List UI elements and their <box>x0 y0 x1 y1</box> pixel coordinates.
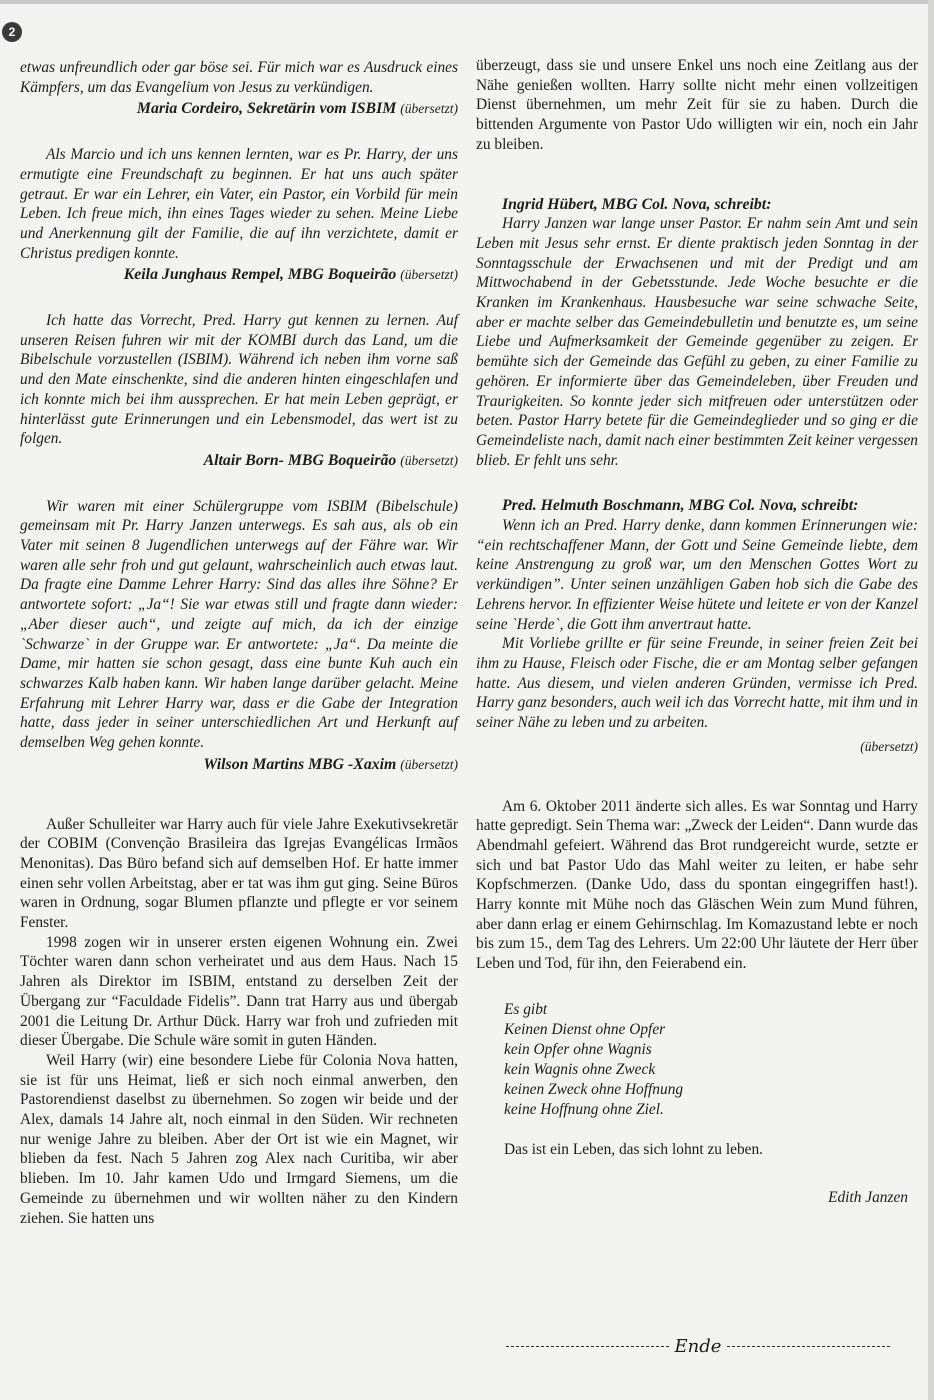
paragraph: Harry Janzen war lange unser Pastor. Er nahm sein Amt und sein Leben mit Jesus sehr ernst. Er diente praktisch jeden Sonntag in der Sonntagsschule der Erwachsenen und mit der Predigt und am Mittwochabend in der Gebetsstunde. Jede Woche besuchte er die Kranken im Krankenhaus. Hausbesuche war seine schwache Seite, aber er machte selber das Gemeindebulletin und benutzte es, um seine Liebe und Aufmerksamkeit der Gemeinde gegenüber zu zeigen. Er bemühte sich der Gemeinde das Gefühl zu geben, zu einer Familie zu gehören. Er informierte über das Gemeindeleben, über Freuden und Traurigkeiten. So konnte jeder sich mitfreuen oder unterstützen oder beten. Pastor Harry betete für die Gemeindeglieder und so ging er die Gemeindeliste nach, damit nach einer bestimmten Zeit keiner vergessen blieb. Er fehlt uns sehr. <box>476 215 918 469</box>
poem-line: kein Opfer ohne Wagnis <box>504 1040 652 1058</box>
end-label: Ende <box>674 1335 722 1357</box>
translated-note: (übersetzt) <box>400 267 458 283</box>
translated-note: (übersetzt) <box>400 452 458 468</box>
signature-name: Maria Cordeiro, Sekretärin vom ISBIM <box>136 100 397 118</box>
signature <box>20 99 458 119</box>
divider <box>727 1346 890 1347</box>
poem-line: kein Wagnis ohne Zweck <box>504 1060 656 1078</box>
signature <box>20 265 458 285</box>
signature <box>20 755 458 775</box>
signature-name: Wilson Martins MBG -Xaxim <box>203 755 397 773</box>
left-column <box>20 58 458 1228</box>
divider <box>506 1346 669 1347</box>
translated-note: (übersetzt) <box>860 738 918 754</box>
translated-note: (übersetzt) <box>400 101 458 117</box>
paragraph: Wenn ich an Pred. Harry denke, dann kommen Erinnerungen wie: “ein rechtschaffener Mann, der Gott und Seine Gemeinde liebte, dem keine Anstrengung zu groß war, um den Menschen Gottes Wort zu verkündigen”. Unter seinen unzähligen Gaben hob sich die Gabe des Lehrens hervor. In effizienter Weise hütete und leitete er von der Kanzel seine `Herde`, die Gott ihm anvertraut hatte. <box>476 517 918 633</box>
page-edge <box>928 0 934 1400</box>
translated-note: (übersetzt) <box>400 756 458 772</box>
paragraph: Mit Vorliebe grillte er für seine Freunde, in seiner freien Zeit bei ihm zu Hause, Fleisch oder Fische, die er am Montag selber gefangen hatte. Aus diesem, und vielen anderen Gründen, vermisse ich Pred. Harry ganz besonders, auch weil ich das Vorrecht hatte, mit ihm und in seiner Nähe zu leben und zu arbeiten. <box>476 635 918 732</box>
paragraph: überzeugt, dass sie und unsere Enkel uns noch eine Zeitlang aus der Nähe genießen wollten. Harry sollte nicht mehr einen vollzeitigen Dienst übernehmen, um mehr Zeit für sie zu haben. Durch die bittenden Argumente von Pastor Udo willigten wir ein, noch ein Jahr zu bleiben. <box>476 57 918 153</box>
poem-line: keinen Zweck ohne Hoffnung <box>504 1080 684 1098</box>
author-name: Edith Janzen <box>828 1188 908 1206</box>
top-border <box>0 0 934 4</box>
paragraph: Als Marcio und ich uns kennen lernten, war es Pr. Harry, der uns ermutigte eine Freundschaft zu beginnen. Er hat uns auch später getraut. Er war ein Lehrer, ein Vater, ein Pastor, ein Vorbild für mein Leben. Ich freue mich, ihn eines Tages wieder zu sehen. Meine Liebe und Anerkennung gilt der Familie, die auf ihn verzichtete, damit er Christus predigen konnte. <box>20 146 458 262</box>
poem-line: Keinen Dienst ohne Opfer <box>504 1020 666 1038</box>
paragraph: Außer Schulleiter war Harry auch für viele Jahre Exekutivsekretär der COBIM (Convenção Brasileira das Igrejas Evangélicas Irmãos Menonitas). Das Büro befand sich auf demselben Hof. Er hatte immer einen sehr vollen Arbeitstag, aber er tat was ihm gut ging. Seine Büros waren in Ordnung, sogar Blumen pflanzte und pflegte er vor seinem Fenster. <box>20 815 458 932</box>
poem-line: Es gibt <box>504 1000 548 1018</box>
paragraph: 1998 zogen wir in unserer ersten eigenen Wohnung ein. Zwei Töchter waren dann schon verheiratet und aus dem Haus. Nach 15 Jahren als Direktor im ISBIM, entstand zu derselben Zeit der Übergang zur “Faculdade Fidelis”. Dann trat Harry aus und übergab 2001 die Leitung Dr. Arthur Dück. Harry war froh und zufrieden mit dieser Übergabe. Die Schule wäre somit in guten Händen. <box>20 933 458 1050</box>
signature-name: Altair Born- MBG Boqueirão <box>203 451 397 469</box>
section-heading: Pred. Helmuth Boschmann, MBG Col. Nova, schreibt: <box>502 497 859 515</box>
paragraph: Wir waren mit einer Schülergruppe vom ISBIM (Bibelschule) gemeinsam mit Pr. Harry Janzen unterwegs. Es sah aus, als ob ein Vater mit seinen 8 Jugendlichen unterwegs auf der Fähre war. Wir waren alle sehr froh und gut gelaunt, wahrscheinlich auch etwas laut. Da fragte eine Damme Lehrer Harry: Sind das alles ihre Söhne? Er antwortete sofort: „Ja“! Sie war etwas still und fragte dann wieder: „Aber dieser auch“, und zeigte auf mich, da ich der einzige `Schwarze` in der Gruppe war. Er antwortete: „Ja“. Da meinte die Dame, mir hatten sie schon gesagt, dass eine bunte Kuh auch ein schwarzes Kalb haben kann. Wir haben lange darüber gelacht. Meine Erfahrung mit Lehrer Harry war, dass er die Gabe der Integration hatte, dass jeder in seiner unterschiedlichen Art und Herkunft auf demselben Weg gehen konnte. <box>20 497 458 752</box>
paragraph: etwas unfreundlich oder gar böse sei. Für mich war es Ausdruck eines Kämpfers, um das Evangelium von Jesus zu verkündigen. <box>20 59 458 96</box>
page-number-badge: 2 <box>2 22 22 42</box>
section-heading: Ingrid Hübert, MBG Col. Nova, schreibt: <box>502 195 772 213</box>
paragraph: Am 6. Oktober 2011 änderte sich alles. Es war Sonntag und Harry hatte gepredigt. Sein Thema war: „Zweck der Leiden“. Dann wurde das Abendmahl gefeiert. Während das Brot rundgereicht wurde, setzte er sich und bat Pastor Udo das Mahl weiter zu leiten, er habe sehr Kopfschmerzen. (Danke Udo, dass du spontan eingegriffen hast!). Harry konnte mit Mühe noch das Gläschen Wein zum Mund führen, aber dann erlag er einem Gehirnschlag. Im Komazustand lebte er noch bis zum 15., dem Tag des Lehrers. Um 22:00 Uhr läutete der Herr über Leben und Tod, für ihn, den Feierabend ein. <box>476 797 918 973</box>
paragraph: Weil Harry (wir) eine besondere Liebe für Colonia Nova hatten, sie ist für uns Heimat, ließ er sich noch einmal anwerben, den Pastorendienst daselbst zu übernehmen. So zogen wir beide und der Alex, damals 14 Jahre alt, noch einmal in den Süden. Wir rechneten nur wenige Jahre zu bleiben. Aber der Ort ist wie ein Magnet, wir blieben da fest. Nach 5 Jahren zog Alex nach Curitiba, wir aber blieben. Im 10. Jahr kamen Udo und Irmgard Siemens, um die Gemeinde zu übernehmen und wir wollten näher zu den Kindern ziehen. Sie hatten uns <box>20 1051 458 1227</box>
signature-name: Keila Junghaus Rempel, MBG Boqueirão <box>123 266 397 284</box>
end-marker <box>506 1333 890 1359</box>
right-column <box>476 56 918 1207</box>
poem <box>504 1000 918 1120</box>
signature <box>20 451 458 471</box>
poem-line: keine Hoffnung ohne Ziel. <box>504 1100 664 1118</box>
paragraph: Ich hatte das Vorrecht, Pred. Harry gut kennen zu lernen. Auf unseren Reisen fuhren wir mit der KOMBI durch das Land, um die Bibelschule vorzustellen (ISBIM). Während ich neben ihm vorne saß und den Mate einschenkte, sind die anderen hinten eingeschlafen und ich konnte mich bei ihm aussprechen. Er hat mein Leben geprägt, er hinterlässt gute Erinnerungen und ein Lebensmodel, das wert ist zu folgen. <box>20 312 458 448</box>
closing-line: Das ist ein Leben, das sich lohnt zu leben. <box>504 1140 764 1158</box>
